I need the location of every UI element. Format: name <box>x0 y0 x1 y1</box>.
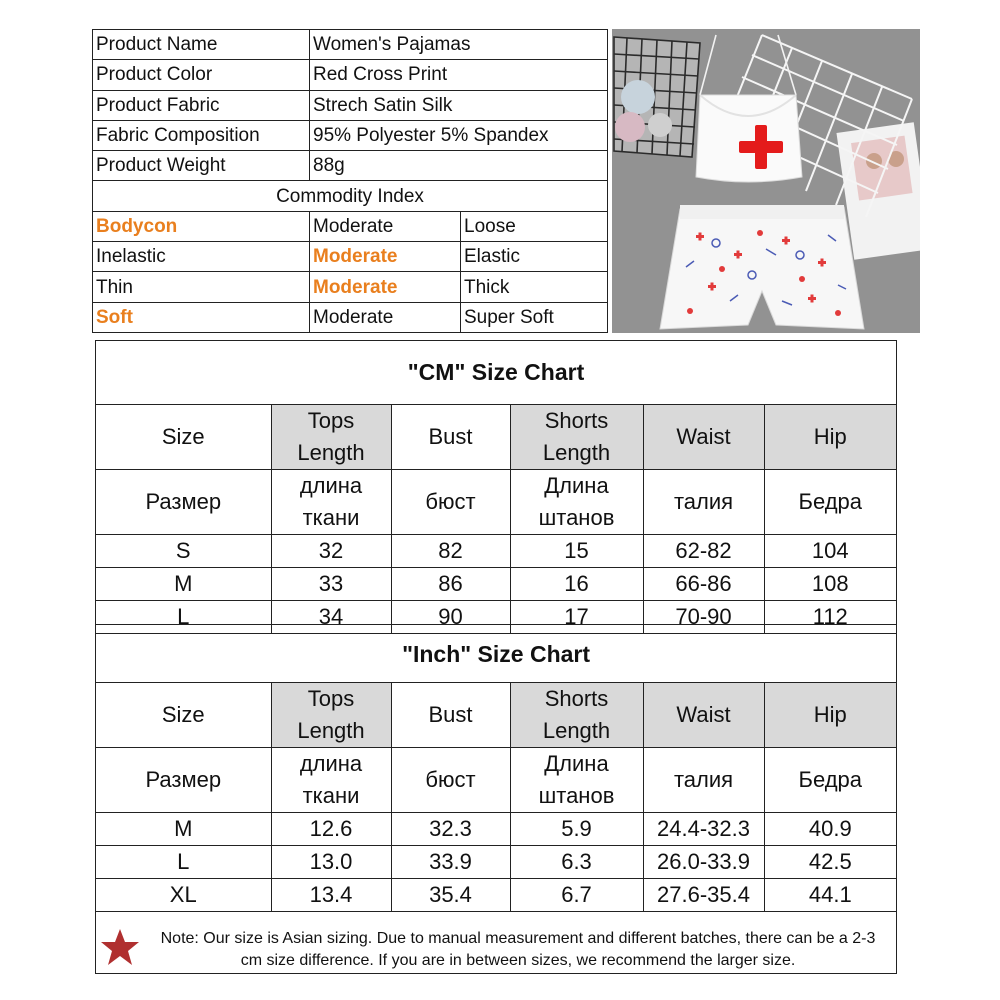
size-cell: S <box>96 534 271 567</box>
info-value: Women's Pajamas <box>310 30 608 60</box>
table-row <box>96 879 896 912</box>
value-cell: 24.4-32.3 <box>643 813 764 846</box>
info-label: Product Name <box>93 30 310 60</box>
table-row <box>96 534 896 567</box>
value-cell: 35.4 <box>391 879 510 912</box>
value-cell: 27.6-35.4 <box>643 879 764 912</box>
header-cell: Size <box>96 683 271 748</box>
value-cell: 66-86 <box>643 567 764 600</box>
info-row <box>93 151 608 181</box>
index-option: Moderate <box>310 211 461 241</box>
index-row <box>93 242 608 272</box>
commodity-index-header-row <box>93 181 608 211</box>
info-row <box>93 120 608 150</box>
value-cell: 12.6 <box>271 813 391 846</box>
header-cell: бюст <box>391 469 510 534</box>
header-row-ru <box>96 469 896 534</box>
header-cell: Размер <box>96 469 271 534</box>
index-option: Moderate <box>310 302 461 332</box>
table-row <box>96 846 896 879</box>
info-row <box>93 60 608 90</box>
cm-size-chart <box>96 341 896 634</box>
index-option: Thin <box>93 272 310 302</box>
header-cell: Shorts Length <box>510 683 643 748</box>
table-row <box>96 813 896 846</box>
value-cell: 42.5 <box>764 846 896 879</box>
commodity-index-title: Commodity Index <box>93 181 608 211</box>
value-cell: 6.3 <box>510 846 643 879</box>
header-cell: длина ткани <box>271 469 391 534</box>
index-option: Thick <box>461 272 608 302</box>
info-row <box>93 90 608 120</box>
header-cell: бюст <box>391 748 510 813</box>
header-cell: Бедра <box>764 469 896 534</box>
value-cell: 5.9 <box>510 813 643 846</box>
note-text: Note: Our size is Asian sizing. Due to manual measurement and different batches, there can be a 2-3 cm size difference. If you are in between sizes, we recommend the larger size. <box>160 930 876 969</box>
header-cell: Бедра <box>764 748 896 813</box>
index-option: Elastic <box>461 242 608 272</box>
header-cell: Waist <box>643 404 764 469</box>
info-value: Red Cross Print <box>310 60 608 90</box>
index-option-selected: Moderate <box>310 272 461 302</box>
value-cell: 26.0-33.9 <box>643 846 764 879</box>
info-label: Fabric Composition <box>93 120 310 150</box>
header-cell: Shorts Length <box>510 404 643 469</box>
index-row <box>93 272 608 302</box>
value-cell: 13.4 <box>271 879 391 912</box>
header-cell: Bust <box>391 683 510 748</box>
size-cell: L <box>96 846 271 879</box>
value-cell: 15 <box>510 534 643 567</box>
index-option: Loose <box>461 211 608 241</box>
info-value: 95% Polyester 5% Spandex <box>310 120 608 150</box>
value-cell: 108 <box>764 567 896 600</box>
value-cell: 32.3 <box>391 813 510 846</box>
header-cell: Size <box>96 404 271 469</box>
header-cell: Длина штанов <box>510 748 643 813</box>
chart-title-row <box>96 341 896 404</box>
value-cell: 33 <box>271 567 391 600</box>
header-cell: талия <box>643 748 764 813</box>
value-cell: 44.1 <box>764 879 896 912</box>
value-cell: 112 <box>764 600 896 633</box>
value-cell: 62-82 <box>643 534 764 567</box>
info-value: Strech Satin Silk <box>310 90 608 120</box>
yarn-ball <box>615 112 645 142</box>
header-cell: Bust <box>391 404 510 469</box>
yarn-ball <box>621 80 655 114</box>
product-info-table <box>92 29 608 333</box>
size-cell: L <box>96 600 271 633</box>
header-cell: талия <box>643 469 764 534</box>
header-cell: длина ткани <box>271 748 391 813</box>
index-row <box>93 302 608 332</box>
value-cell: 34 <box>271 600 391 633</box>
chart-title-row <box>96 625 896 683</box>
index-row <box>93 211 608 241</box>
info-row <box>93 30 608 60</box>
header-row-ru <box>96 748 896 813</box>
index-option-selected: Moderate <box>310 242 461 272</box>
value-cell: 104 <box>764 534 896 567</box>
value-cell: 86 <box>391 567 510 600</box>
value-cell: 16 <box>510 567 643 600</box>
header-cell: Длина штанов <box>510 469 643 534</box>
index-option: Inelastic <box>93 242 310 272</box>
header-cell: Tops Length <box>271 404 391 469</box>
value-cell: 17 <box>510 600 643 633</box>
header-cell: Hip <box>764 404 896 469</box>
index-option: Super Soft <box>461 302 608 332</box>
value-cell: 13.0 <box>271 846 391 879</box>
size-cell: XL <box>96 879 271 912</box>
inch-size-chart <box>96 624 896 912</box>
size-cell: M <box>96 813 271 846</box>
info-value: 88g <box>310 151 608 181</box>
yarn-ball <box>648 113 672 137</box>
size-cell: M <box>96 567 271 600</box>
value-cell: 32 <box>271 534 391 567</box>
info-label: Product Color <box>93 60 310 90</box>
size-chart <box>95 340 897 974</box>
index-option-selected: Bodycon <box>93 211 310 241</box>
star-icon <box>100 928 140 966</box>
info-label: Product Weight <box>93 151 310 181</box>
table-row <box>96 567 896 600</box>
value-cell: 40.9 <box>764 813 896 846</box>
header-cell: Tops Length <box>271 683 391 748</box>
sizing-note <box>96 924 896 974</box>
index-option-selected: Soft <box>93 302 310 332</box>
info-label: Product Fabric <box>93 90 310 120</box>
value-cell: 90 <box>391 600 510 633</box>
value-cell: 70-90 <box>643 600 764 633</box>
value-cell: 82 <box>391 534 510 567</box>
header-cell: Размер <box>96 748 271 813</box>
value-cell: 6.7 <box>510 879 643 912</box>
product-photo <box>612 29 920 333</box>
header-cell: Waist <box>643 683 764 748</box>
cm-chart-title: "CM" Size Chart <box>96 341 896 404</box>
header-row-en <box>96 683 896 748</box>
inch-chart-title: "Inch" Size Chart <box>96 625 896 683</box>
value-cell: 33.9 <box>391 846 510 879</box>
header-cell: Hip <box>764 683 896 748</box>
header-row-en <box>96 404 896 469</box>
